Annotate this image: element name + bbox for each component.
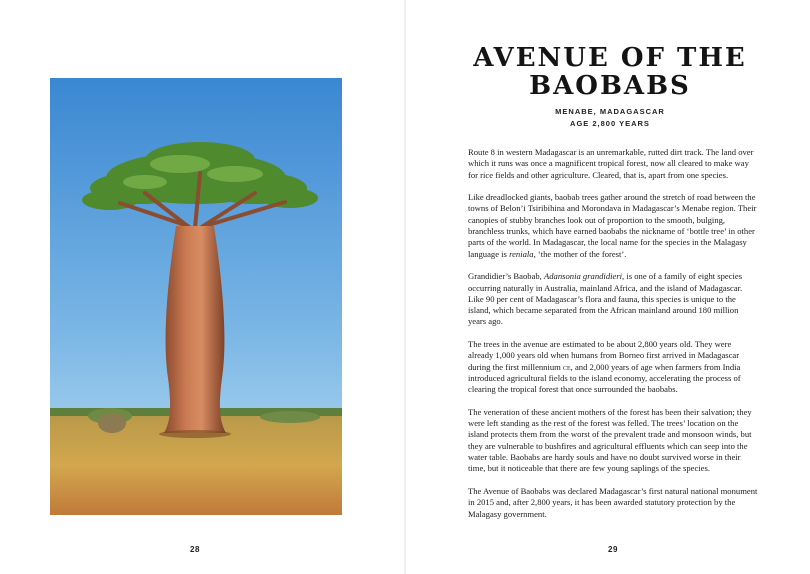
baobab-tree-illustration (50, 78, 342, 515)
paragraph-3 (468, 271, 758, 327)
paragraph-6: The Avenue of Baobabs was declared Madagascar’s first natural national monument in 2015 and, after 2,800 years, it has been awarded statutory protection by the Malagasy government. (468, 485, 758, 519)
baobab-photo (50, 78, 342, 515)
paragraph-2-text-b: , ‘the mother of the forest’. (533, 248, 627, 259)
location-label: MENABE, MADAGASCAR (555, 107, 665, 116)
page-number-right: 29 (608, 545, 618, 554)
article-meta (470, 106, 750, 130)
title-line-1: AVENUE OF THE (473, 43, 747, 73)
paragraph-2 (468, 192, 758, 260)
book-gutter (404, 0, 406, 574)
paragraph-4-era: ce (563, 361, 571, 372)
paragraph-4 (468, 339, 758, 395)
age-label: AGE 2,800 YEARS (570, 119, 650, 128)
paragraph-2-text-a: Like dreadlocked giants, baobab trees gather around the stretch of road between the towns of Belon’i Tsiribihina and Morondava in Madagascar’s Menabe region. Their canopies of stubby branches look out of proportion to the smooth, bulging, branchless trunks, which have earned baobabs the nickname of ‘bottle tree’ in other parts of the world. In Madagascar, the local name for the species in the Malagasy language is (468, 192, 757, 259)
paragraph-3-text-b: , is one of a family of eight species occurring naturally in Australia, mainland Africa, and the island of Madagascar. Like 90 per cent of Madagascar’s flora and fauna, this species is unique to the island, which became separated from the African mainland around 180 million years ago. (468, 271, 743, 327)
paragraph-3-text-a: Grandidier’s Baobab, (468, 271, 544, 282)
paragraph-3-italic: Adansonia grandidieri (543, 271, 623, 282)
paragraph-1: Route 8 in western Madagascar is an unremarkable, rutted dirt track. The land over which it runs was once a magnificent tropical forest, now all cleared to make way for rice fields and other agriculture. Cleared, that is, apart from one species. (468, 147, 754, 180)
article-body (468, 147, 758, 520)
paragraph-5: The veneration of these ancient mothers of the forest has been their salvation; they were left standing as the rest of the forest was felled. The trees’ location on the island protects them from the worst of the prevalent trade and monsoon winds, but they are vulnerable to bushfires and agricultural effluents which can seep into the water table. Baobabs are hardy souls and have no doubt survived worse in their time, but it noticeable that there are few young saplings of the species. (468, 406, 752, 474)
article-title (470, 44, 750, 100)
title-line-2: BAOBABS (529, 71, 691, 101)
page-number-left: 28 (190, 545, 200, 554)
paragraph-4-text-a: The trees in the avenue are estimated to be about 2,800 years old. They were already 1,000 years old when humans from Borneo first arrived in Madagascar during the first millennium (468, 339, 740, 372)
paragraph-4-text-b: , and 2,000 years of age when farmers from India introduced agricultural fields to the island economy, accelerating the process of clearing the tropical forest that once surrounded the baobabs. (468, 361, 741, 395)
paragraph-2-italic: reniala (509, 248, 534, 259)
